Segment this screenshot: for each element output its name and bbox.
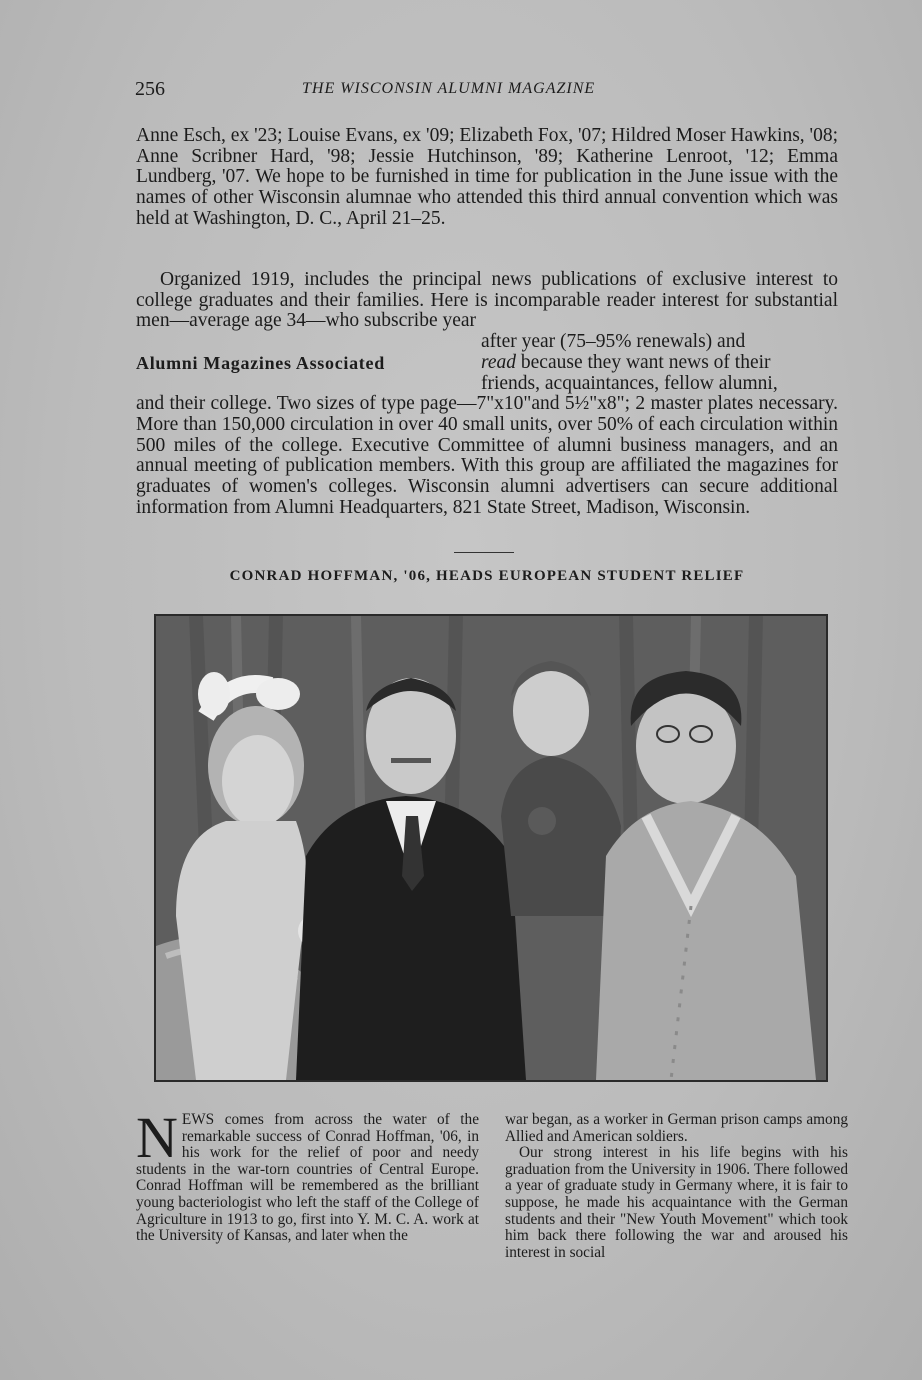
ama-label: Alumni Magazines Associated <box>136 352 385 373</box>
ama-intro: Organized 1919, includes the principal news publications of exclusive interest to college graduates and their families. Here is incomparable reader interest for substantial men—average age 34—who subscribe year <box>136 269 838 332</box>
section-divider <box>454 552 514 553</box>
page-number: 256 <box>135 78 165 100</box>
article-headline: CONRAD HOFFMAN, '06, HEADS EUROPEAN STUDENT RELIEF <box>229 568 745 584</box>
ama-side-line-3: friends, acquaintances, fellow alumni, <box>481 372 778 394</box>
article-right-p2: Our strong interest in his life begins with his graduation from the University in 1906. There followed a year of graduate study in Germany where, it is fair to suppose, he made his acquaintance with the German students and their "New Youth Movement" which took him back there following the war and aroused his interest in social <box>505 1144 848 1261</box>
ama-side-line-2-rest: because they want news of their <box>516 351 771 373</box>
ama-side-row-2 <box>136 353 838 374</box>
page-header <box>135 78 835 102</box>
article-right-p1: war began, as a worker in German prison camps among Allied and American soldiers. <box>505 1111 848 1145</box>
article-left-column <box>136 1105 479 1245</box>
family-photo-illustration <box>156 616 826 1080</box>
ama-rest: and their college. Two sizes of type page—7"x10"and 5½"x8"; 2 master plates necessary. More than 150,000 circulation in over 40 small units, over 50% of each circulation within 500 miles of the college. Executive Committee of alumni business managers, and an annual meeting of publication members. With this group are affiliated the magazines for graduates of women's colleges. Wisconsin alumni advertisers can secure additional information from Alumni Headquarters, 821 State Street, Madison, Wisconsin. <box>136 393 838 518</box>
article-left-text: EWS comes from across the water of the remarkable success of Conrad Hoffman, '06, in his work for the relief of poor and needy students in the war-torn countries of Central Europe. Conrad Hoffman will be remembered as the brilliant young bacteriologist who left the staff of the College of Agriculture in 1913 to go, first into Y. M. C. A. work at the University of Kansas, and later when the <box>136 1111 479 1245</box>
convention-attendees-paragraph: Anne Esch, ex '23; Louise Evans, ex '09; Elizabeth Fox, '07; Hildred Moser Hawkins, '08; Anne Scribner Hard, '98; Jessie Hutchinson, '89; Katherine Lenroot, '12; Emma Lundberg, '07. We hope to be furnished in time for publication in the June issue with the names of other Wisconsin alumnae who attended this third annual convention which was held at Washington, D. C., April 21–25. <box>136 125 838 229</box>
alumni-magazines-associated-notice <box>136 270 838 518</box>
ama-side-line-1: after year (75–95% renewals) and <box>481 331 746 353</box>
ama-side-line-2 <box>481 353 838 374</box>
ama-side-row-3 <box>136 374 838 395</box>
ama-side-row-1 <box>136 332 838 353</box>
ama-read-italic: read <box>481 351 517 373</box>
magazine-title: THE WISCONSIN ALUMNI MAGAZINE <box>302 80 596 97</box>
article-right-column <box>505 1112 848 1261</box>
drop-cap: N <box>136 1105 178 1170</box>
family-photograph <box>154 614 828 1082</box>
